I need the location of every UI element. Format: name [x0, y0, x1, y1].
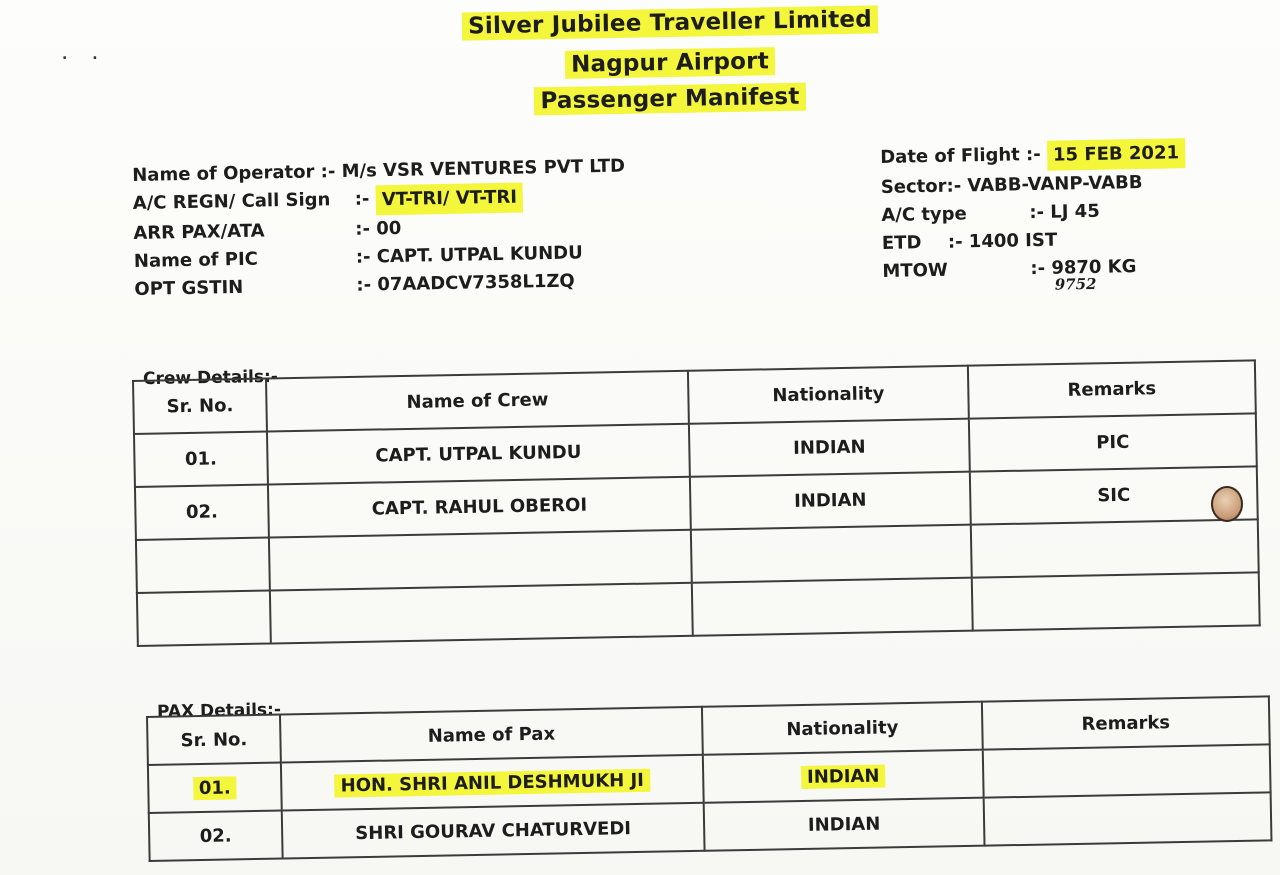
mtow-value: :- 9870 KG: [1030, 256, 1137, 280]
crew-remarks: [971, 519, 1259, 577]
pax-nationality: [703, 750, 984, 803]
crew-srno: 02.: [135, 485, 269, 540]
date-value: 15 FEB 2021: [1047, 138, 1186, 171]
mtow-row: [882, 252, 1187, 294]
pax-table: [146, 695, 1272, 862]
company-name-text: Silver Jubilee Traveller Limited: [462, 5, 878, 40]
crew-header-name: Name of Crew: [266, 371, 689, 432]
regn-label: A/C REGN/ Call Sign: [132, 189, 331, 214]
ac-type-value: :- LJ 45: [1029, 200, 1100, 224]
document-title-text: Passenger Manifest: [534, 83, 806, 116]
pax-header-nationality: Nationality: [702, 702, 983, 755]
pax-remarks: [983, 744, 1271, 797]
regn-value: VT-TRI/ VT-TRI: [375, 183, 523, 216]
pax-nationality: INDIAN: [704, 798, 985, 851]
etd-label: ETD: [881, 232, 922, 254]
pax-srno-text: 01.: [193, 776, 237, 800]
crew-details-title: Crew Details:-: [142, 366, 279, 390]
crew-nationality: INDIAN: [689, 419, 970, 477]
thumbprint-mark: [1211, 486, 1243, 522]
airport-name-text: Nagpur Airport: [565, 47, 775, 79]
sector-text: Sector:- VABB-VANP-VABB: [880, 171, 1143, 198]
crew-header-srno: Sr. No.: [133, 379, 267, 434]
mtow-handwritten-correction: 9752: [1054, 274, 1097, 294]
operator-value: M/s VSR VENTURES PVT LTD: [341, 155, 626, 182]
crew-header-remarks: Remarks: [968, 360, 1256, 418]
document-title: [440, 82, 900, 116]
crew-srno: [137, 591, 271, 646]
mtow-value-wrap: [1030, 253, 1137, 294]
pic-value: :- CAPT. UTPAL KUNDU: [355, 242, 583, 268]
pic-label: Name of PIC: [133, 248, 259, 272]
ac-type-label: A/C type: [881, 203, 967, 226]
crew-nationality: [692, 578, 973, 636]
crew-name: CAPT. UTPAL KUNDU: [267, 424, 690, 485]
crew-remarks: [972, 572, 1260, 630]
pax-header-remarks: Remarks: [982, 696, 1270, 749]
pax-remarks: [984, 792, 1272, 845]
company-name: [440, 6, 900, 40]
pax-srno: [148, 763, 282, 813]
airport-name: [440, 46, 900, 80]
crew-remarks: SIC: [970, 466, 1258, 524]
gstin-value: :- 07AADCV7358L1ZQ: [356, 270, 575, 296]
pax-name: SHRI GOURAV CHATURVEDI: [282, 803, 705, 859]
crew-name: [269, 530, 692, 591]
crew-name: CAPT. RAHUL OBEROI: [268, 477, 691, 538]
crew-name: [270, 583, 693, 644]
pax-name: [281, 755, 704, 811]
pax-header-name: Name of Pax: [280, 707, 703, 763]
flight-info-left: [132, 153, 627, 304]
crew-header-nationality: Nationality: [688, 366, 969, 424]
pax-header-srno: Sr. No.: [147, 715, 281, 765]
operator-label: Name of Operator :-: [132, 161, 336, 186]
pax-details-title: PAX Details:-: [156, 699, 282, 723]
arr-pax-label: ARR PAX/ATA: [133, 220, 265, 244]
pax-srno: 02.: [149, 811, 283, 861]
crew-srno: 01.: [134, 432, 268, 487]
arr-pax-value: :- 00: [355, 217, 402, 240]
margin-marks: . .: [62, 47, 108, 63]
crew-srno: [136, 538, 270, 593]
date-label: Date of Flight :-: [880, 143, 1041, 168]
regn-sep: :-: [354, 188, 370, 210]
mtow-label: MTOW: [882, 259, 948, 282]
pax-nationality-text: INDIAN: [801, 764, 886, 789]
crew-nationality: INDIAN: [690, 472, 971, 530]
flight-info-right: [880, 138, 1187, 294]
gstin-label: OPT GSTIN: [134, 276, 244, 300]
crew-remarks: PIC: [969, 413, 1257, 471]
sector-row: [881, 168, 1186, 202]
crew-table: [132, 359, 1261, 647]
etd-value: :- 1400 IST: [947, 229, 1058, 253]
crew-nationality: [691, 525, 972, 583]
pax-name-text: HON. SHRI ANIL DESHMUKH JI: [334, 768, 650, 797]
